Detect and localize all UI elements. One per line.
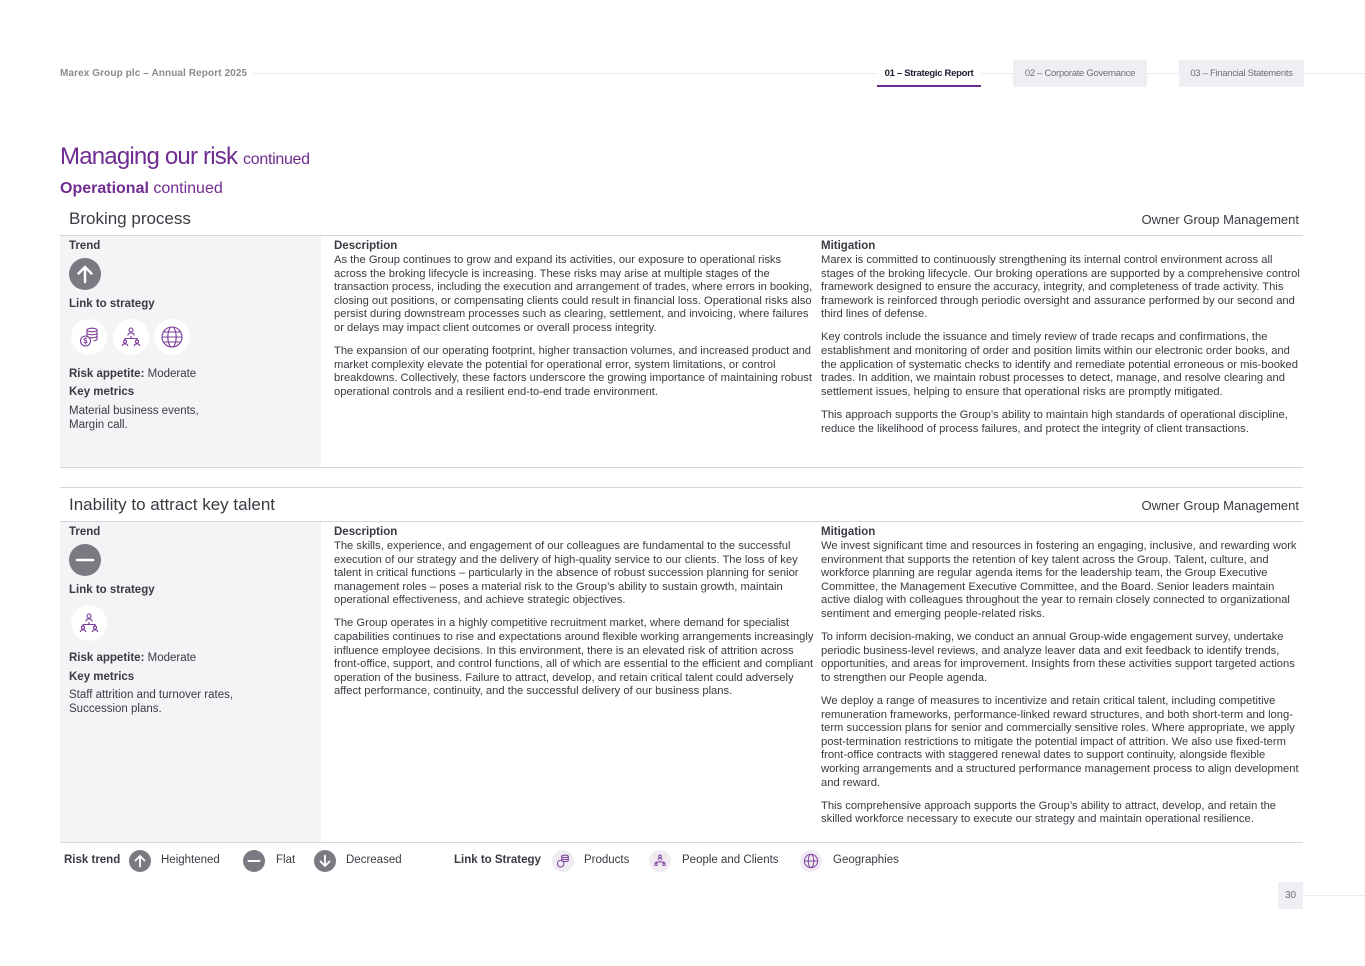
risk-summary-panel [60,236,321,467]
mitigation-paragraph: This comprehensive approach supports the Group’s ability to attract, develop, and retain the skilled workforce necessary to execute our strategy and maintain operational resilience. [821,799,1277,826]
geographies-icon [154,319,190,355]
mitigation-paragraph: Marex is committed to continuously strengthening its internal control environment across all stages of the broking lifecycle. Our broking operations are supported by a comprehensive control framework designed to ensure the accuracy, integrity, and completeness of trade activity. This framework is reinforced through periodic oversight and assurance performed by our second and third lines of defense. [821,254,1300,321]
description-label: Description [334,240,398,252]
key-metrics-list [69,689,309,716]
legend [60,847,960,875]
legend-heightened-icon [129,850,151,872]
legend-products-icon [552,850,574,872]
mitigation-label: Mitigation [821,240,876,252]
mitigation-label: Mitigation [821,526,876,538]
description-paragraph: As the Group continues to grow and expand its activities, our exposure to operational risks across the broking lifecycle is increasing. These risks may arise at multiple stages of the transaction process, including the execution and arrangement of trades, where errors in booking, closing out positions, or compensating clients could result in financial loss. Operational risks also persist during downstream processes such as clearing, settlement, and invoicing, where failures or delays may impact client outcomes or overall process integrity. [334,254,813,334]
page-title-suffix: continued [243,151,310,168]
description-text [334,254,814,409]
description-paragraph: The expansion of our operating footprint, higher transaction volumes, and increased product and market complexity elevate the potential for operational error, system limitations, or control breakdowns. Collectively, these factors underscore the growing importance of maintaining robust operational controls and a resilient end-to-end trade environment. [334,345,812,398]
page-number-rule [1303,895,1365,896]
trend-flat-icon [69,544,101,576]
legend-geographies-icon [800,850,822,872]
products-icon [71,319,107,355]
legend-products-label: Products [584,854,630,866]
people-and-clients-icon [113,319,149,355]
page-number: 30 [1278,882,1303,909]
tab-strategic-report[interactable]: 01 – Strategic Report [877,60,981,87]
risk-appetite [69,368,196,380]
risk-appetite-value: Moderate [147,368,197,380]
description-paragraph: The Group operates in a highly competitive recruitment market, where demand for specialist capabilities continues to rise and expectations around flexible working arrangements increasingly influence employee decisions. In this environment, there is an elevated risk of attrition across front-office, support, and control functions, all of which are essential to the efficient and compliant operation of the business. Failure to attract, develop, and retain critical talent could adversely affect performance, continuity, and the successful delivery of our business plans. [334,617,814,698]
mitigation-paragraph: We invest significant time and resources in fostering an engaging, inclusive, and rewarding work environment that supports the retention of key talent across the Group. Talent, culture, and workforce planning are regular agenda items for the leadership team, the Group Executive Committee, the Management Executive Committee, and the Board. Senior leaders maintain active dialog with colleagues throughout the year to remain closely connected to organizational sentiment and emerging people-related risks. [821,540,1297,620]
description-paragraph: The skills, experience, and engagement of our colleagues are fundamental to the successful execution of our strategy and the delivery of high-quality service to our clients. The loss of key talent in critical functions – particularly in the absence of robust succession planning for senior management roles – poses a material risk to the Group’s ability to sustain growth, maintain operational effectiveness, and achieve strategic objectives. [334,540,799,607]
legend-decreased-icon [314,850,336,872]
trend-label: Trend [69,526,101,538]
page-title-main: Managing our risk [60,143,238,170]
mitigation-paragraph: We deploy a range of measures to incentivize and retain critical talent, including competitive remuneration frameworks, performance-linked reward structures, and both short-term and long-term succession plans for senior and commercially sensitive roles. Where appropriate, we apply post-termination restrictions to mitigate the potential impact of attrition. We also use fixed-term front-office contracts with staggered renewal dates to support continuity, alongside flexible working arrangements and a structured performance management process to align development and reward. [821,694,1299,789]
legend-people-and-clients-icon [649,850,671,872]
trend-label: Trend [69,240,101,252]
description-text [334,540,814,709]
link-to-strategy-label: Link to strategy [69,584,155,596]
tab-financial-statements[interactable]: 03 – Financial Statements [1179,60,1304,87]
risk-name: Broking process [69,209,191,228]
legend-link-to-strategy-label: Link to Strategy [454,854,541,866]
key-metric-item: Succession plans. [69,702,162,715]
risk-appetite-value: Moderate [147,652,197,664]
mitigation-paragraph: This approach supports the Group’s ability to maintain high standards of operational discipline, reduce the likelihood of process failures, and protect the integrity of client transactions. [821,408,1288,435]
key-metrics-label: Key metrics [69,671,135,683]
risk-bottom-rule [60,842,1303,843]
tab-corporate-governance[interactable]: 02 – Corporate Governance [1013,60,1147,87]
risk-header-broking [60,209,1303,233]
risk-name: Inability to attract key talent [69,495,275,514]
risk-summary-panel [60,522,321,842]
trend-heightened-icon [69,258,101,290]
risk-header-talent [60,495,1303,519]
risk-appetite-label: Risk appetite: [69,368,145,380]
people-and-clients-icon [71,605,107,641]
risk-appetite [69,652,196,664]
mitigation-paragraph: To inform decision-making, we conduct an annual Group-wide engagement survey, undertake periodic business-level reviews, and analyze leaver data and exit feedback to identify trends, opportunities, and areas for improvement. Insights from these activities support targeted actions to strengthen our People agenda. [821,631,1295,684]
risk-appetite-label: Risk appetite: [69,652,145,664]
link-to-strategy-label: Link to strategy [69,298,155,310]
key-metric-item: Material business events, [69,405,199,417]
legend-heightened-label: Heightened [161,854,220,866]
report-title: Marex Group plc – Annual Report 2025 [60,68,248,79]
legend-decreased-label: Decreased [346,854,402,866]
section-title [60,180,223,198]
key-metrics-list [69,405,309,432]
key-metric-item: Staff attrition and turnover rates, [69,689,234,701]
page-title [60,143,310,171]
risk-bottom-rule [60,467,1303,468]
description-label: Description [334,526,398,538]
section-title-suffix: continued [153,180,223,197]
mitigation-text [821,254,1303,446]
legend-people-and-clients-label: People and Clients [682,854,779,866]
legend-flat-icon [243,850,265,872]
legend-geographies-label: Geographies [833,854,899,866]
mitigation-text [821,540,1303,836]
risk-separator-rule [60,487,1303,488]
mitigation-paragraph: Key controls include the issuance and timely review of trade recaps and confirmations, the establishment and monitoring of order and position limits within our electronic order books, and the application of systematic checks to identify and remediate potential erroneous or mis-booked trades. In addition, we maintain robust processes to detect, manage, and resolve clearing and settlement issues, helping to ensure that operational risks are promptly mitigated. [821,331,1298,398]
risk-owner: Owner Group Management [1141,498,1299,513]
key-metric-item: Margin call. [69,418,128,431]
legend-risk-trend-label: Risk trend [64,854,121,866]
section-title-main: Operational [60,180,149,197]
risk-owner: Owner Group Management [1141,212,1299,227]
legend-flat-label: Flat [276,854,296,866]
key-metrics-label: Key metrics [69,386,135,398]
